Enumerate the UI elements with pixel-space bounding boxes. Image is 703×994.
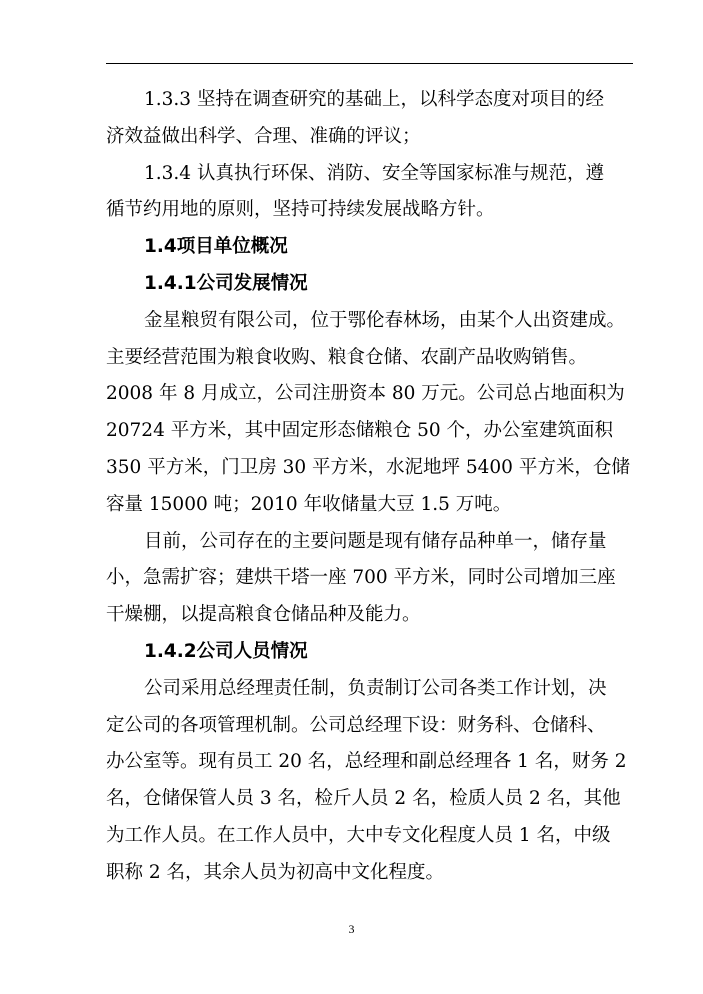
paragraph-line: 为工作人员。在工作人员中，大中专文化程度人员 1 名，中级 (106, 824, 611, 846)
paragraph-line: 定公司的各项管理机制。公司总经理下设：财务科、仓储科、 (106, 714, 606, 736)
paragraph-line: 2008 年 8 月成立，公司注册资本 80 万元。公司总占地面积为 (106, 383, 625, 405)
paragraph-line: 容量 15000 吨；2010 年收储量大豆 1.5 万吨。 (106, 493, 512, 515)
paragraph-line: 循节约用地的原则，坚持可持续发展战略方针。 (106, 199, 495, 221)
header-rule (106, 63, 633, 64)
paragraph-line: 主要经营范围为粮食收购、粮食仓储、农副产品收购销售。 (106, 346, 588, 368)
paragraph-line: 名，仓储保管人员 3 名，检斤人员 2 名，检质人员 2 名，其他 (106, 788, 621, 810)
paragraph-line: 济效益做出科学、合理、准确的评议； (106, 125, 421, 147)
document-body (106, 82, 633, 892)
paragraph-line: 金星粮贸有限公司，位于鄂伦春林场，由某个人出资建成。 (144, 309, 626, 331)
paragraph-line: 目前，公司存在的主要问题是现有储存品种单一，储存量 (144, 530, 607, 552)
paragraph-line: 小，急需扩容；建烘干塔一座 700 平方米，同时公司增加三座 (106, 567, 616, 589)
paragraph-line: 1.3.3 坚持在调查研究的基础上，以科学态度对项目的经 (144, 89, 604, 110)
paragraph-line: 公司采用总经理责任制，负责制订公司各类工作计划，决 (144, 677, 607, 699)
section-heading: 1.4项目单位概况 (144, 236, 288, 258)
section-heading: 1.4.1公司发展情况 (144, 272, 308, 294)
paragraph-line: 办公室等。现有员工 20 名，总经理和副总经理各 1 名，财务 2 (106, 751, 627, 773)
section-heading: 1.4.2公司人员情况 (144, 640, 308, 662)
paragraph-line: 干燥棚，以提高粮食仓储品种及能力。 (106, 604, 421, 626)
paragraph-line: 1.3.4 认真执行环保、消防、安全等国家标准与规范，遵 (144, 162, 604, 184)
paragraph-line: 职称 2 名，其余人员为初高中文化程度。 (106, 861, 445, 883)
paragraph-line: 20724 平方米，其中固定形态储粮仓 50 个，办公室建筑面积 (106, 420, 614, 442)
paragraph-line: 350 平方米，门卫房 30 平方米，水泥地坪 5400 平方米，仓储 (106, 456, 630, 478)
page-number: 3 (348, 922, 355, 936)
